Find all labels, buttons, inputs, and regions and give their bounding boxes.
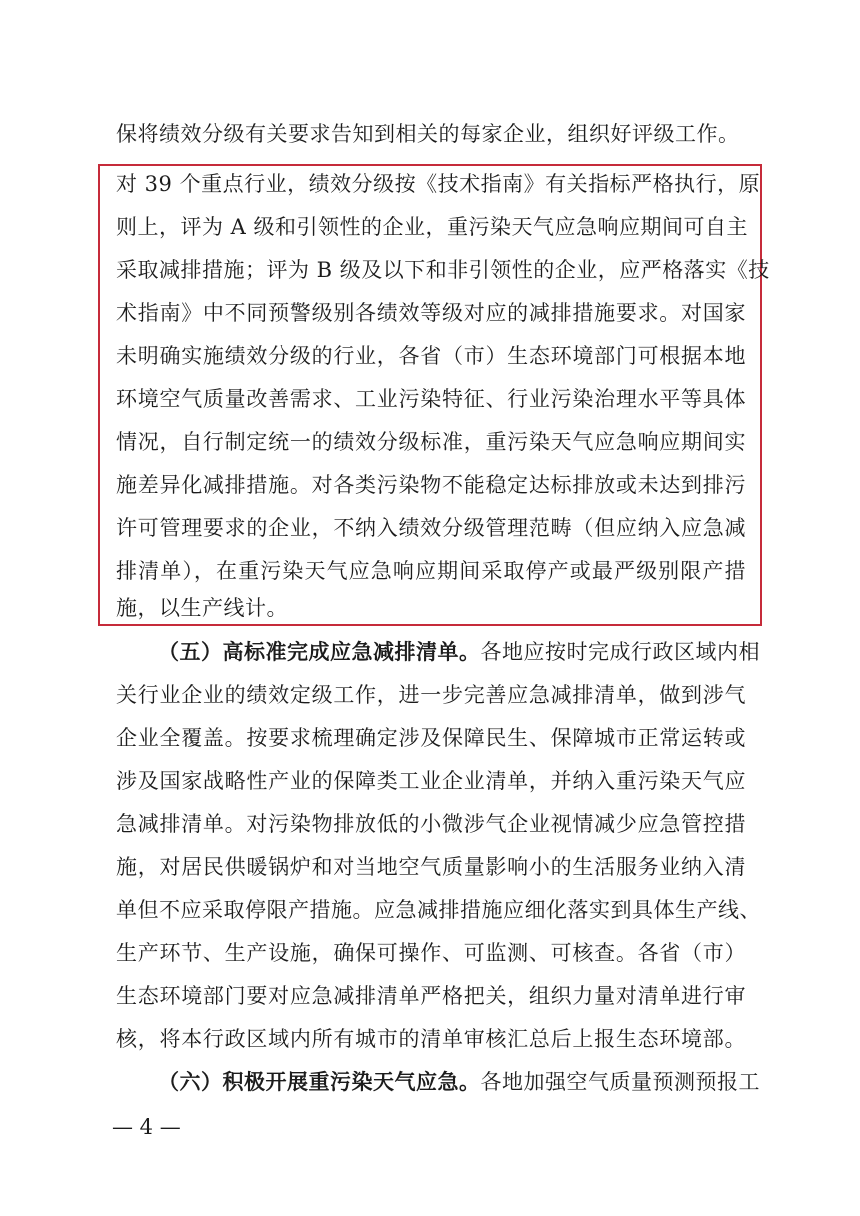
highlight-line: 则上，评为 A 级和引领性的企业，重污染天气应急响应期间可自主 [116,215,749,239]
highlight-line: 术指南》中不同预警级别各绩效等级对应的减排措施要求。对国家 [116,301,746,325]
section5-line: 单但不应采取停限产措施。应急减排措施应细化落实到具体生产线、 [116,898,761,922]
highlight-line: 排清单），在重污染天气应急响应期间采取停产或最严级别限产措 [116,559,746,583]
highlight-line: 未明确实施绩效分级的行业，各省（市）生态环境部门可根据本地 [116,344,746,368]
section5-line: 急减排清单。对污染物排放低的小微涉气企业视情减少应急管控措 [116,812,746,836]
highlight-line: 许可管理要求的企业，不纳入绩效分级管理范畴（但应纳入应急减 [116,516,746,540]
section5-line: 施，对居民供暖锅炉和对当地空气质量影响小的生活服务业纳入清 [116,855,746,879]
section5-first-line-text: 各地应按时完成行政区域内相 [480,640,760,664]
section5-line: 核，将本行政区域内所有城市的清单审核汇总后上报生态环境部。 [116,1027,746,1051]
section5-first-line [158,638,760,666]
section6-first-line [158,1068,760,1096]
section5-line: 企业全覆盖。按要求梳理确定涉及保障民生、保障城市正常运转或 [116,726,746,750]
section5-line: 涉及国家战略性产业的保障类工业企业清单，并纳入重污染天气应 [116,769,746,793]
highlight-line: 对 39 个重点行业，绩效分级按《技术指南》有关指标严格执行，原 [116,172,761,196]
highlight-line: 施，以生产线计。 [116,596,288,620]
section5-heading: （五）高标准完成应急减排清单。 [158,639,481,664]
page-number: — 4 — [112,1115,181,1139]
carry-over-line: 保将绩效分级有关要求告知到相关的每家企业，组织好评级工作。 [116,122,740,146]
section5-line: 生产环节、生产设施，确保可操作、可监测、可核查。各省（市） [116,941,746,965]
section6-first-line-text: 各地加强空气质量预测预报工 [480,1070,760,1094]
section6-heading: （六）积极开展重污染天气应急。 [158,1069,481,1094]
highlight-line: 情况，自行制定统一的绩效分级标准，重污染天气应急响应期间实 [116,430,746,454]
highlight-line: 环境空气质量改善需求、工业污染特征、行业污染治理水平等具体 [116,387,746,411]
section5-line: 关行业企业的绩效定级工作，进一步完善应急减排清单，做到涉气 [116,683,746,707]
section5-line: 生态环境部门要对应急减排清单严格把关，组织力量对清单进行审 [116,984,746,1008]
highlight-line: 采取减排措施；评为 B 级及以下和非引领性的企业，应严格落实《技 [116,258,770,282]
highlight-line: 施差异化减排措施。对各类污染物不能稳定达标排放或未达到排污 [116,473,746,497]
